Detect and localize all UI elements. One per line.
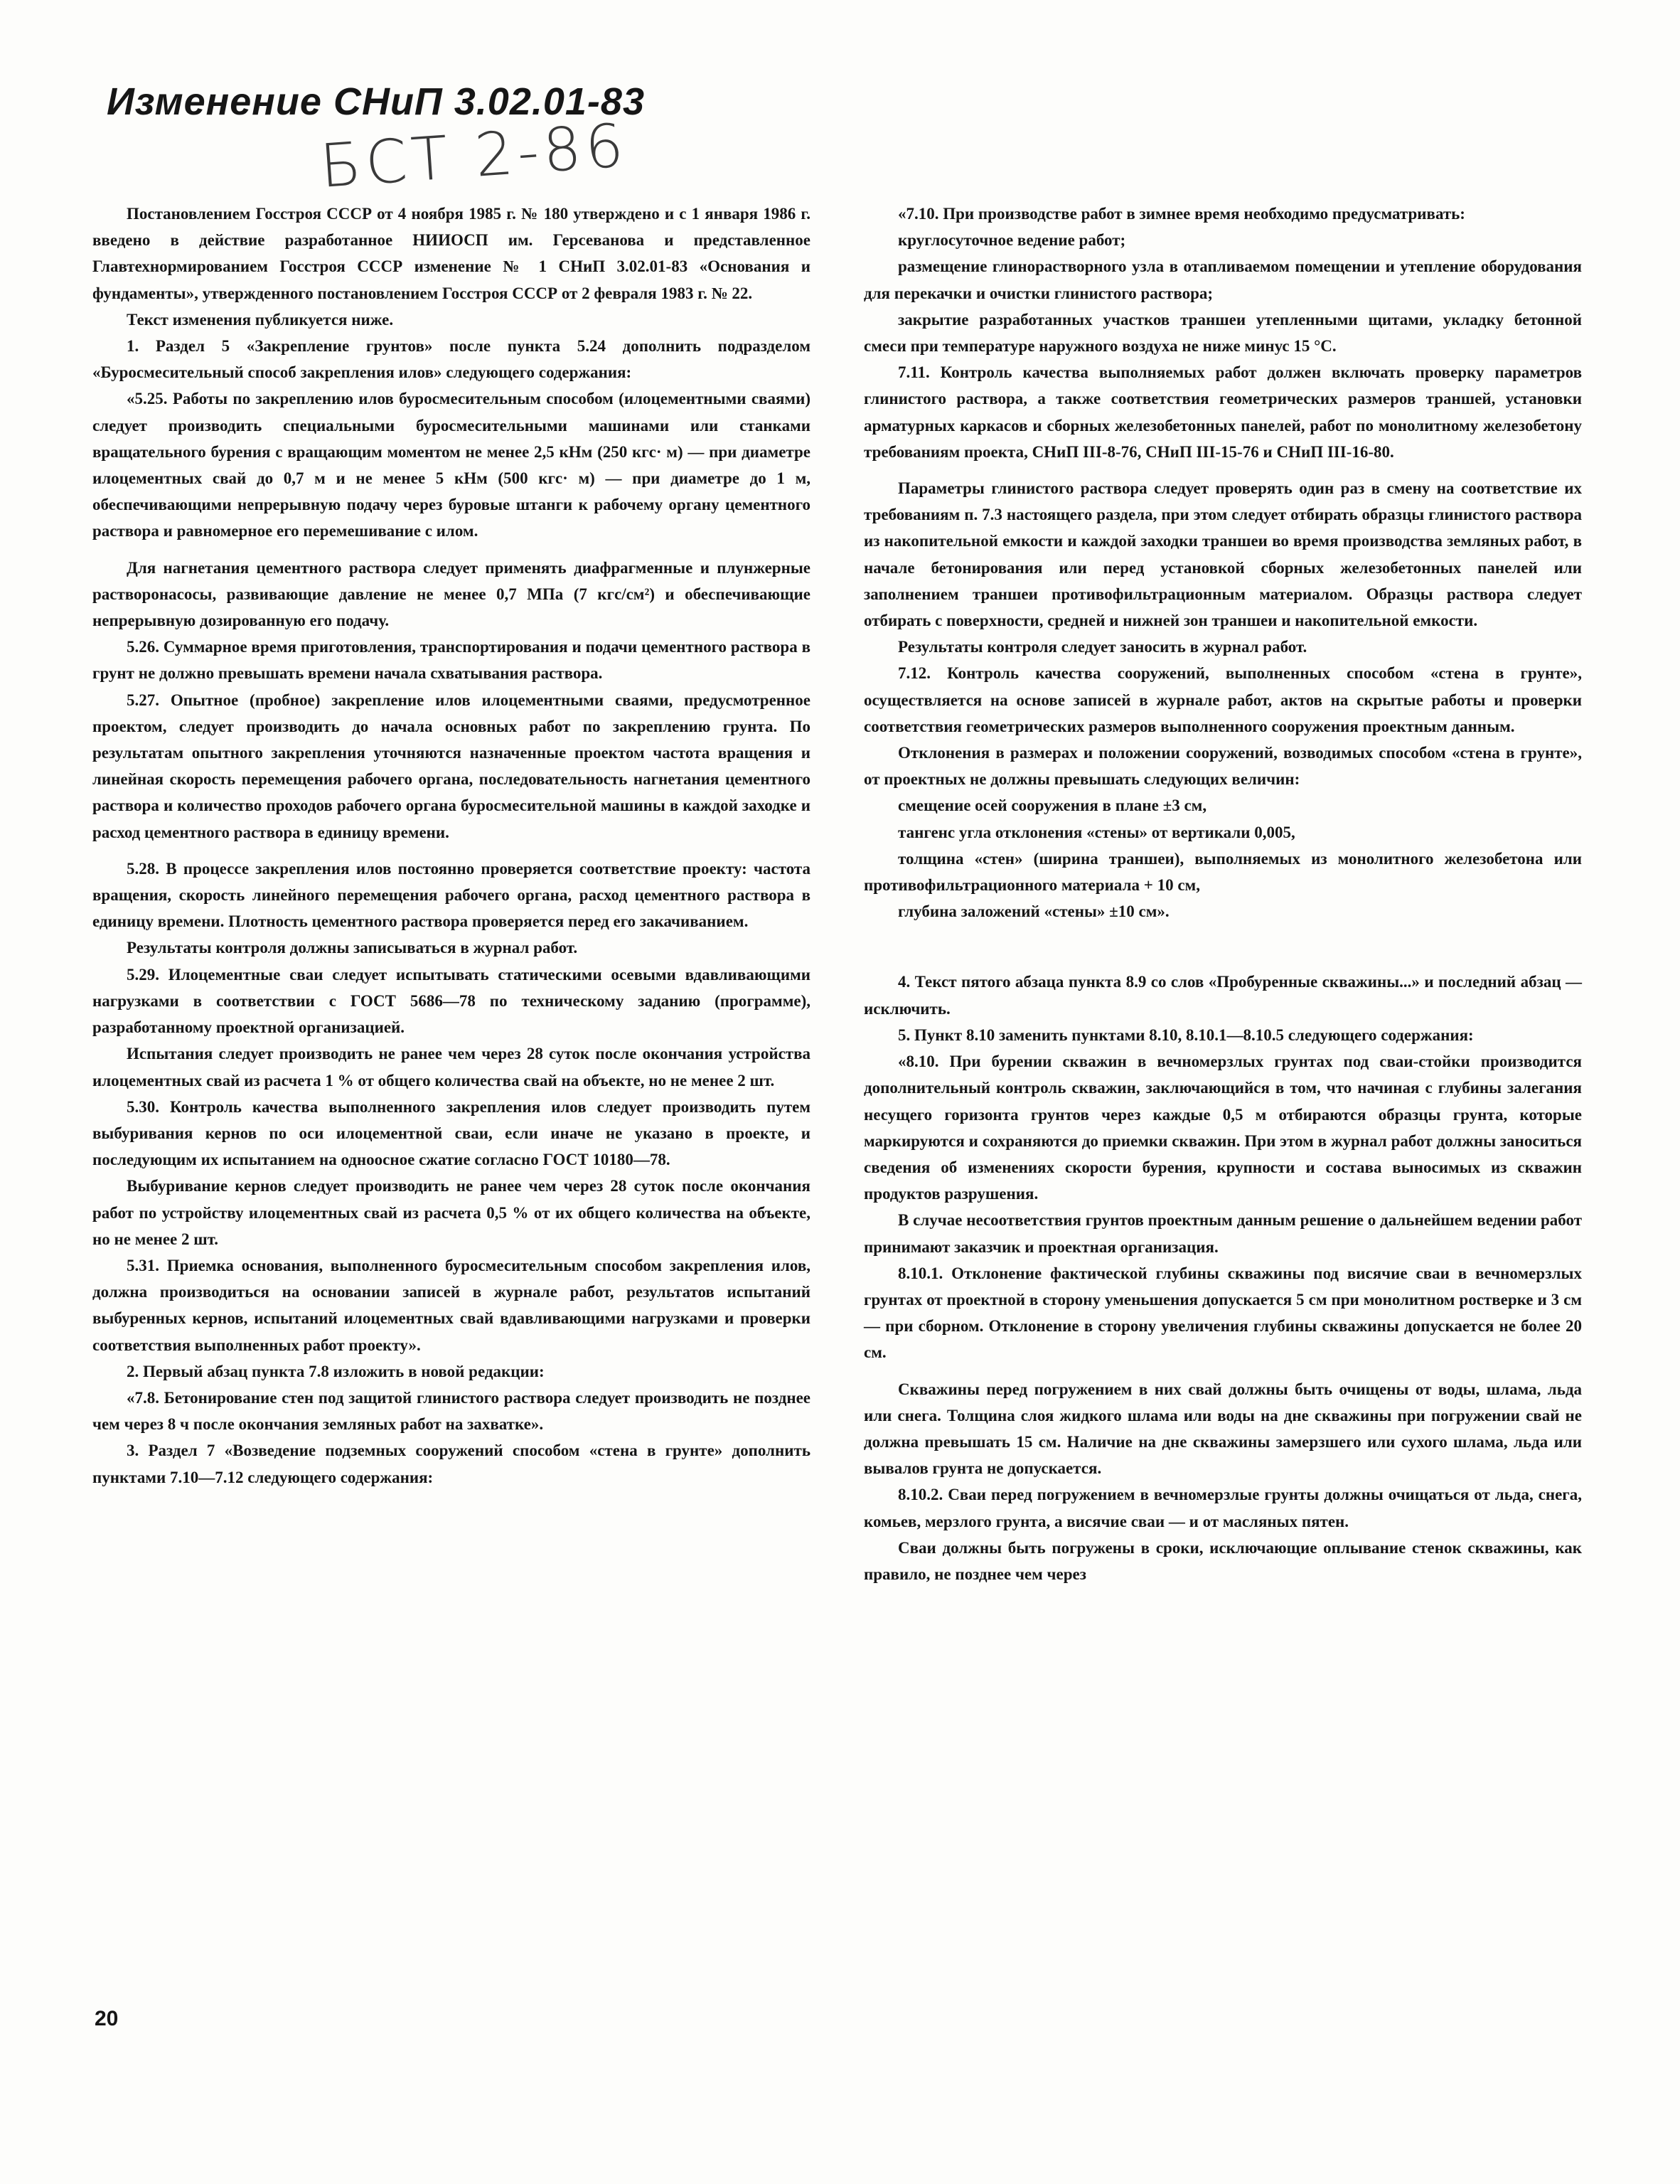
paragraph: 1. Раздел 5 «Закрепление грунтов» после пункта 5.24 дополнить подразделом «Буросмесительный способ закрепления илов» следующего содержания:: [92, 337, 810, 382]
paragraph: Результаты контроля следует заносить в журнал работ.: [898, 638, 1307, 656]
paragraph: Испытания следует производить не ранее чем через 28 суток после окончания устройства илоцементных свай из расчета 1 % от общего количества свай на объекте, но не менее 2 шт.: [92, 1045, 810, 1090]
paragraph: 5.30. Контроль качества выполненного закрепления илов следует производить путем выбуривания кернов по оси илоцементной сваи, если иначе не указано в проекте, и последующим их испытанием на одноосное сжатие согласно ГОСТ 10180—78.: [92, 1097, 810, 1169]
paragraph: Постановлением Госстроя СССР от 4 ноября 1985 г. № 180 утверждено и с 1 января 1986 г. введено в действие разработанное НИИОСП им. Герсеванова и представленное Главтехнормированием Госстроя СССР изменение № 1 СНиП 3.02.01-83 «Основания и фундаменты», утвержденного постановлением Госстроя СССР от 2 февраля 1983 г. № 22.: [92, 205, 810, 302]
paragraph: Отклонения в размерах и положении сооружений, возводимых способом «стена в грунте», от проектных не должны превышать следующих величин:: [864, 744, 1582, 789]
paragraph: 5.29. Илоцементные сваи следует испытывать статическими осевыми вдавливающими нагрузками в соответствии с ГОСТ 5686—78 по техническому заданию (программе), разработанному проектной организацией.: [92, 965, 810, 1037]
paragraph: Выбуривание кернов следует производить не ранее чем через 28 суток после окончания работ по устройству илоцементных свай из расчета 0,5 % от их общего количества на объекте, но не менее 2 шт.: [92, 1177, 810, 1248]
paragraph: В случае несоответствия грунтов проектным данным решение о дальнейшем ведении работ принимают заказчик и проектная организация.: [864, 1211, 1582, 1256]
paragraph: круглосуточное ведение работ;: [898, 231, 1126, 250]
document-title: Изменение СНиП 3.02.01-83: [107, 80, 645, 123]
right-text-column: [864, 201, 1582, 1587]
paragraph: размещение глинорастворного узла в отапливаемом помещении и утепление оборудования для перекачки и очистки глинистого раствора;: [864, 257, 1582, 302]
page-number: 20: [95, 2007, 119, 2030]
handwritten-annotation: БСТ 2-86: [318, 110, 630, 201]
paragraph: Результаты контроля должны записываться в журнал работ.: [127, 939, 578, 957]
paragraph: 8.10.1. Отклонение фактической глубины скважины под висячие сваи в вечномерзлых грунтах от проектной в сторону уменьшения допускается 5 см при монолитном ростверке и 3 см — при сборном. Отклонение в сторону увеличения глубины скважины допускается не более 20 см.: [864, 1264, 1582, 1362]
paragraph: 7.11. Контроль качества выполняемых работ должен включать проверку параметров глинистого раствора, а также соответствия геометрических размеров траншей, установки арматурных каркасов и сборных железобетонных панелей, работ по монолитному железобетону требованиям проекта, СНиП III-8-76, СНиП III-15-76 и СНиП III-16-80.: [864, 363, 1582, 461]
paragraph: «7.8. Бетонирование стен под защитой глинистого раствора следует производить не позднее чем через 8 ч после окончания земляных работ на захватке».: [92, 1388, 810, 1434]
paragraph: Текст изменения публикуется ниже.: [127, 310, 394, 329]
paragraph: 5.31. Приемка основания, выполненного буросмесительным способом закрепления илов, должна производиться на основании записей в журнале работ, результатов испытаний выбуренных кернов, испытаний илоцементных свай вдавливающими нагрузками и проверки соответствия выполненных работ проекту».: [92, 1256, 810, 1354]
list-item: глубина заложений «стены» ±10 см».: [898, 902, 1170, 921]
left-text-column: [92, 201, 810, 1491]
paragraph: закрытие разработанных участков траншеи утепленными щитами, укладку бетонной смеси при температуре наружного воздуха не ниже минус 15 °С.: [864, 310, 1582, 356]
paragraph: Параметры глинистого раствора следует проверять один раз в смену на соответствие их требованиям п. 7.3 настоящего раздела, при этом следует отбирать образцы глинистого раствора из накопительной емкости и каждой заходки траншеи во время производства земляных работ, в начале бетонирования или перед установкой сборных железобетонных панелей или заполнением траншеи противофильтрационным материалом. Образцы раствора следует отбирать с поверхности, средней и нижней зон траншеи и накопительной емкости.: [864, 479, 1582, 630]
paragraph: 5.26. Суммарное время приготовления, транспортирования и подачи цементного раствора в грунт не должно превышать времени начала схватывания раствора.: [92, 638, 810, 683]
list-item: толщина «стен» (ширина траншеи), выполняемых из монолитного железобетона или противофильтрационного материала + 10 см,: [864, 849, 1582, 895]
list-item: тангенс угла отклонения «стены» от вертикали 0,005,: [898, 823, 1295, 841]
paragraph: Для нагнетания цементного раствора следует применять диафрагменные и плунжерные растворонасосы, развивающие давление не менее 0,7 МПа (7 кгс/см²) и обеспечивающие непрерывную дозированную его подачу.: [92, 558, 810, 630]
paragraph: 5.27. Опытное (пробное) закрепление илов илоцементными сваями, предусмотренное проектом, следует производить до начала основных работ по закреплению грунта. По результатам опытного закрепления уточняются назначенные проектом частота вращения и линейная скорость перемещения рабочего органа, последовательность нагнетания цементного раствора и количество проходов рабочего органа буросмесительной машины в каждой заходке и расход цементного раствора в единицу времени.: [92, 691, 810, 841]
paragraph: 4. Текст пятого абзаца пункта 8.9 со слов «Пробуренные скважины...» и последний абзац — исключить.: [864, 973, 1582, 1018]
paragraph: Сваи должны быть погружены в сроки, исключающие оплывание стенок скважины, как правило, не позднее чем через: [864, 1538, 1582, 1583]
list-item: смещение осей сооружения в плане ±3 см,: [898, 797, 1207, 815]
paragraph: 3. Раздел 7 «Возведение подземных сооружений способом «стена в грунте» дополнить пунктами 7.10—7.12 следующего содержания:: [92, 1442, 810, 1486]
paragraph: «8.10. При бурении скважин в вечномерзлых грунтах под сваи-стойки производится дополнительный контроль скважин, заключающийся в том, что начиная с глубины залегания несущего горизонта грунтов через каждые 0,5 м отбираются образцы грунта, которые маркируются и сохраняются до приемки скважин. При этом в журнал работ должны заноситься сведения об изменениях скорости бурения, крупности и состава выносимых из скважин продуктов разрушения.: [864, 1053, 1582, 1203]
paragraph: «5.25. Работы по закреплению илов буросмесительным способом (илоцементными сваями) следует производить специальными буросмесительными машинами или станками вращательного бурения с вращающим моментом не менее 2,5 кНм (250 кгс· м) — при диаметре илоцементных свай до 0,7 м и не менее 5 кНм (500 кгс· м) — при диаметре до 1 м, обеспечивающими непрерывную подачу через буровые штанги к рабочему органу цементного раствора и равномерное его перемешивание с илом.: [92, 390, 810, 540]
paragraph: 7.12. Контроль качества сооружений, выполненных способом «стена в грунте», осуществляется на основе записей в журнале работ, актов на скрытые работы и проверки соответствия геометрических размеров выполненного сооружения проектным данным.: [864, 664, 1582, 735]
paragraph: «7.10. При производстве работ в зимнее время необходимо предусматривать:: [898, 205, 1465, 223]
paragraph: 5.28. В процессе закрепления илов постоянно проверяется соответствие проекту: частота вращения, скорость линейного перемещения рабочего органа, расход цементного раствора в единицу времени. Плотность цементного раствора проверяется перед его закачиванием.: [92, 859, 810, 931]
paragraph: 2. Первый абзац пункта 7.8 изложить в новой редакции:: [127, 1362, 545, 1380]
paragraph: Скважины перед погружением в них свай должны быть очищены от воды, шлама, льда или снега. Толщина слоя жидкого шлама или воды на дне скважины при погружении свай не должна превышать 15 см. Наличие на дне скважины замерзшего или сухого шлама, льда или вывалов грунта не допускается.: [864, 1380, 1582, 1478]
paragraph: 8.10.2. Сваи перед погружением в вечномерзлые грунты должны очищаться от льда, снега, комьев, мерзлого грунта, а висячие сваи — и от масляных пятен.: [864, 1486, 1582, 1530]
paragraph: 5. Пункт 8.10 заменить пунктами 8.10, 8.10.1—8.10.5 следующего содержания:: [898, 1026, 1474, 1044]
